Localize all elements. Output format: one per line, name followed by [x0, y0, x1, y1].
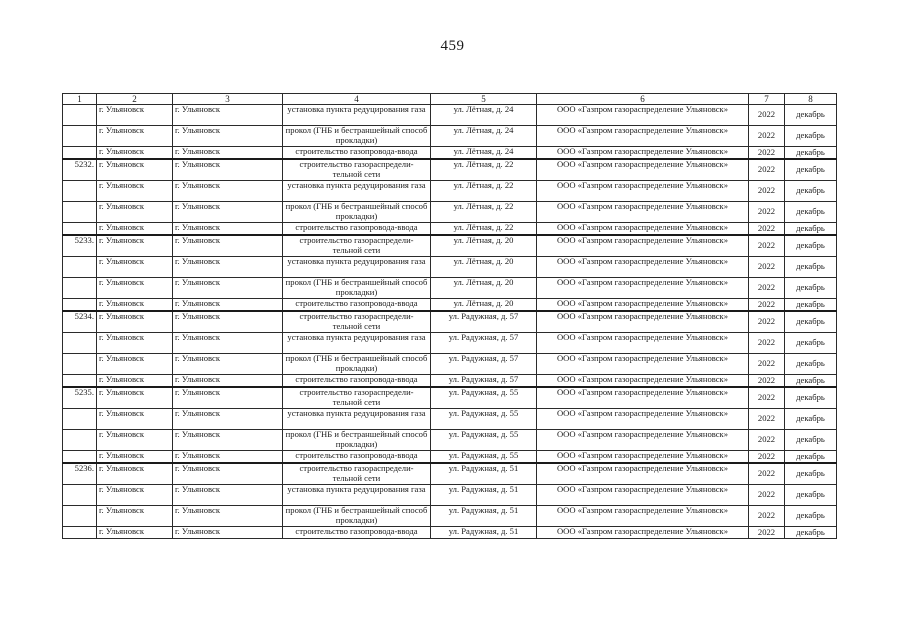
month-cell: декабрь	[785, 463, 837, 485]
organization-cell: ООО «Газпром газораспределение Ульяновск»	[537, 299, 749, 312]
organization-cell: ООО «Газпром газораспределение Ульяновск»	[537, 105, 749, 126]
entry-number	[63, 299, 97, 312]
work-type-cell: установка пункта редуцирования газа	[283, 485, 431, 506]
organization-cell: ООО «Газпром газораспределение Ульяновск»	[537, 506, 749, 527]
municipality-cell: г. Ульяновск	[97, 451, 173, 464]
work-type-cell: установка пункта редуцирования газа	[283, 181, 431, 202]
address-cell: ул. Радужная, д. 55	[431, 409, 537, 430]
municipality-cell: г. Ульяновск	[97, 387, 173, 409]
year-cell: 2022	[749, 409, 785, 430]
municipality-cell: г. Ульяновск	[97, 181, 173, 202]
year-cell: 2022	[749, 430, 785, 451]
table-row	[63, 311, 837, 333]
year-cell: 2022	[749, 223, 785, 236]
address-cell: ул. Лётная, д. 22	[431, 181, 537, 202]
settlement-cell: г. Ульяновск	[173, 223, 283, 236]
table-row	[63, 387, 837, 409]
settlement-cell: г. Ульяновск	[173, 278, 283, 299]
address-cell: ул. Лётная, д. 20	[431, 257, 537, 278]
address-cell: ул. Радужная, д. 57	[431, 311, 537, 333]
settlement-cell: г. Ульяновск	[173, 311, 283, 333]
organization-cell: ООО «Газпром газораспределение Ульяновск»	[537, 278, 749, 299]
organization-cell: ООО «Газпром газораспределение Ульяновск»	[537, 527, 749, 539]
address-cell: ул. Лётная, д. 20	[431, 235, 537, 257]
municipality-cell: г. Ульяновск	[97, 354, 173, 375]
column-header: 5	[431, 94, 537, 105]
year-cell: 2022	[749, 311, 785, 333]
municipality-cell: г. Ульяновск	[97, 159, 173, 181]
work-type-cell: строительство газораспредели-тельной сети	[283, 387, 431, 409]
month-cell: декабрь	[785, 311, 837, 333]
municipality-cell: г. Ульяновск	[97, 202, 173, 223]
organization-cell: ООО «Газпром газораспределение Ульяновск»	[537, 159, 749, 181]
entry-number	[63, 506, 97, 527]
month-cell: декабрь	[785, 223, 837, 236]
column-header: 4	[283, 94, 431, 105]
year-cell: 2022	[749, 299, 785, 312]
work-type-cell: строительство газораспредели-тельной сети	[283, 159, 431, 181]
work-type-cell: установка пункта редуцирования газа	[283, 105, 431, 126]
address-cell: ул. Радужная, д. 57	[431, 354, 537, 375]
organization-cell: ООО «Газпром газораспределение Ульяновск»	[537, 485, 749, 506]
entry-number	[63, 147, 97, 160]
year-cell: 2022	[749, 257, 785, 278]
column-header: 8	[785, 94, 837, 105]
year-cell: 2022	[749, 147, 785, 160]
organization-cell: ООО «Газпром газораспределение Ульяновск»	[537, 181, 749, 202]
work-type-cell: строительство газопровода-ввода	[283, 527, 431, 539]
municipality-cell: г. Ульяновск	[97, 375, 173, 388]
entry-number	[63, 202, 97, 223]
month-cell: декабрь	[785, 430, 837, 451]
column-header: 6	[537, 94, 749, 105]
column-number-row	[63, 94, 837, 105]
municipality-cell: г. Ульяновск	[97, 333, 173, 354]
organization-cell: ООО «Газпром газораспределение Ульяновск»	[537, 311, 749, 333]
entry-number: 5232.	[63, 159, 97, 181]
year-cell: 2022	[749, 485, 785, 506]
entry-number	[63, 430, 97, 451]
municipality-cell: г. Ульяновск	[97, 409, 173, 430]
year-cell: 2022	[749, 105, 785, 126]
year-cell: 2022	[749, 126, 785, 147]
entry-number	[63, 181, 97, 202]
table-row	[63, 202, 837, 223]
work-type-cell: строительство газораспредели-тельной сети	[283, 463, 431, 485]
municipality-cell: г. Ульяновск	[97, 105, 173, 126]
settlement-cell: г. Ульяновск	[173, 430, 283, 451]
municipality-cell: г. Ульяновск	[97, 126, 173, 147]
year-cell: 2022	[749, 527, 785, 539]
month-cell: декабрь	[785, 409, 837, 430]
entry-number	[63, 451, 97, 464]
organization-cell: ООО «Газпром газораспределение Ульяновск»	[537, 202, 749, 223]
work-type-cell: прокол (ГНБ и бестраншейный способ прокладки)	[283, 430, 431, 451]
work-type-cell: строительство газопровода-ввода	[283, 299, 431, 312]
entry-number	[63, 527, 97, 539]
entry-number	[63, 257, 97, 278]
month-cell: декабрь	[785, 126, 837, 147]
month-cell: декабрь	[785, 202, 837, 223]
municipality-cell: г. Ульяновск	[97, 299, 173, 312]
address-cell: ул. Радужная, д. 57	[431, 333, 537, 354]
address-cell: ул. Лётная, д. 22	[431, 223, 537, 236]
work-type-cell: строительство газопровода-ввода	[283, 223, 431, 236]
entry-number	[63, 105, 97, 126]
table-row	[63, 333, 837, 354]
settlement-cell: г. Ульяновск	[173, 235, 283, 257]
table-row	[63, 463, 837, 485]
entry-number	[63, 223, 97, 236]
address-cell: ул. Лётная, д. 20	[431, 299, 537, 312]
column-header: 3	[173, 94, 283, 105]
column-header: 2	[97, 94, 173, 105]
entry-number: 5233.	[63, 235, 97, 257]
table-row	[63, 430, 837, 451]
work-type-cell: установка пункта редуцирования газа	[283, 257, 431, 278]
entry-number	[63, 126, 97, 147]
organization-cell: ООО «Газпром газораспределение Ульяновск»	[537, 235, 749, 257]
organization-cell: ООО «Газпром газораспределение Ульяновск»	[537, 451, 749, 464]
year-cell: 2022	[749, 159, 785, 181]
entry-number	[63, 375, 97, 388]
settlement-cell: г. Ульяновск	[173, 387, 283, 409]
month-cell: декабрь	[785, 147, 837, 160]
year-cell: 2022	[749, 451, 785, 464]
settlement-cell: г. Ульяновск	[173, 506, 283, 527]
month-cell: декабрь	[785, 387, 837, 409]
settlement-cell: г. Ульяновск	[173, 105, 283, 126]
organization-cell: ООО «Газпром газораспределение Ульяновск»	[537, 223, 749, 236]
entry-number	[63, 354, 97, 375]
settlement-cell: г. Ульяновск	[173, 159, 283, 181]
table-row	[63, 105, 837, 126]
table-row	[63, 527, 837, 539]
month-cell: декабрь	[785, 333, 837, 354]
address-cell: ул. Радужная, д. 51	[431, 527, 537, 539]
month-cell: декабрь	[785, 354, 837, 375]
municipality-cell: г. Ульяновск	[97, 485, 173, 506]
table-row	[63, 375, 837, 388]
settlement-cell: г. Ульяновск	[173, 299, 283, 312]
address-cell: ул. Лётная, д. 24	[431, 126, 537, 147]
settlement-cell: г. Ульяновск	[173, 126, 283, 147]
municipality-cell: г. Ульяновск	[97, 311, 173, 333]
month-cell: декабрь	[785, 278, 837, 299]
municipality-cell: г. Ульяновск	[97, 235, 173, 257]
entry-number: 5235.	[63, 387, 97, 409]
municipality-cell: г. Ульяновск	[97, 506, 173, 527]
address-cell: ул. Радужная, д. 51	[431, 485, 537, 506]
year-cell: 2022	[749, 181, 785, 202]
month-cell: декабрь	[785, 485, 837, 506]
table-row	[63, 278, 837, 299]
address-cell: ул. Радужная, д. 51	[431, 463, 537, 485]
year-cell: 2022	[749, 387, 785, 409]
table-row	[63, 409, 837, 430]
table-row	[63, 354, 837, 375]
organization-cell: ООО «Газпром газораспределение Ульяновск»	[537, 147, 749, 160]
settlement-cell: г. Ульяновск	[173, 147, 283, 160]
municipality-cell: г. Ульяновск	[97, 527, 173, 539]
municipality-cell: г. Ульяновск	[97, 463, 173, 485]
month-cell: декабрь	[785, 527, 837, 539]
month-cell: декабрь	[785, 181, 837, 202]
table-row	[63, 159, 837, 181]
municipality-cell: г. Ульяновск	[97, 430, 173, 451]
register-body	[63, 105, 837, 539]
entry-number	[63, 278, 97, 299]
table-row	[63, 223, 837, 236]
month-cell: декабрь	[785, 105, 837, 126]
month-cell: декабрь	[785, 506, 837, 527]
table-row	[63, 485, 837, 506]
year-cell: 2022	[749, 463, 785, 485]
settlement-cell: г. Ульяновск	[173, 181, 283, 202]
entry-number	[63, 409, 97, 430]
settlement-cell: г. Ульяновск	[173, 354, 283, 375]
column-header: 7	[749, 94, 785, 105]
work-type-cell: строительство газораспредели-тельной сети	[283, 311, 431, 333]
settlement-cell: г. Ульяновск	[173, 202, 283, 223]
municipality-cell: г. Ульяновск	[97, 223, 173, 236]
entry-number	[63, 485, 97, 506]
address-cell: ул. Лётная, д. 20	[431, 278, 537, 299]
address-cell: ул. Радужная, д. 55	[431, 430, 537, 451]
table-row	[63, 299, 837, 312]
municipality-cell: г. Ульяновск	[97, 278, 173, 299]
table-row	[63, 126, 837, 147]
month-cell: декабрь	[785, 375, 837, 388]
work-type-cell: прокол (ГНБ и бестраншейный способ прокладки)	[283, 126, 431, 147]
organization-cell: ООО «Газпром газораспределение Ульяновск»	[537, 409, 749, 430]
address-cell: ул. Лётная, д. 24	[431, 105, 537, 126]
municipality-cell: г. Ульяновск	[97, 257, 173, 278]
entry-number	[63, 333, 97, 354]
work-type-cell: установка пункта редуцирования газа	[283, 333, 431, 354]
month-cell: декабрь	[785, 257, 837, 278]
organization-cell: ООО «Газпром газораспределение Ульяновск»	[537, 375, 749, 388]
address-cell: ул. Радужная, д. 55	[431, 387, 537, 409]
address-cell: ул. Лётная, д. 22	[431, 202, 537, 223]
settlement-cell: г. Ульяновск	[173, 375, 283, 388]
table-row	[63, 506, 837, 527]
work-type-cell: строительство газопровода-ввода	[283, 451, 431, 464]
entry-number: 5234.	[63, 311, 97, 333]
municipality-cell: г. Ульяновск	[97, 147, 173, 160]
address-cell: ул. Лётная, д. 22	[431, 159, 537, 181]
settlement-cell: г. Ульяновск	[173, 257, 283, 278]
work-type-cell: строительство газораспредели-тельной сети	[283, 235, 431, 257]
year-cell: 2022	[749, 278, 785, 299]
year-cell: 2022	[749, 333, 785, 354]
address-cell: ул. Лётная, д. 24	[431, 147, 537, 160]
work-type-cell: прокол (ГНБ и бестраншейный способ прокладки)	[283, 354, 431, 375]
entry-number: 5236.	[63, 463, 97, 485]
table-row	[63, 235, 837, 257]
table-row	[63, 147, 837, 160]
organization-cell: ООО «Газпром газораспределение Ульяновск»	[537, 463, 749, 485]
address-cell: ул. Радужная, д. 55	[431, 451, 537, 464]
work-type-cell: установка пункта редуцирования газа	[283, 409, 431, 430]
column-header: 1	[63, 94, 97, 105]
settlement-cell: г. Ульяновск	[173, 527, 283, 539]
year-cell: 2022	[749, 235, 785, 257]
organization-cell: ООО «Газпром газораспределение Ульяновск»	[537, 126, 749, 147]
year-cell: 2022	[749, 202, 785, 223]
organization-cell: ООО «Газпром газораспределение Ульяновск»	[537, 430, 749, 451]
page-number: 459	[440, 38, 465, 54]
settlement-cell: г. Ульяновск	[173, 451, 283, 464]
year-cell: 2022	[749, 506, 785, 527]
organization-cell: ООО «Газпром газораспределение Ульяновск»	[537, 333, 749, 354]
work-type-cell: прокол (ГНБ и бестраншейный способ прокладки)	[283, 506, 431, 527]
year-cell: 2022	[749, 375, 785, 388]
table-row	[63, 451, 837, 464]
month-cell: декабрь	[785, 159, 837, 181]
address-cell: ул. Радужная, д. 57	[431, 375, 537, 388]
month-cell: декабрь	[785, 235, 837, 257]
settlement-cell: г. Ульяновск	[173, 409, 283, 430]
settlement-cell: г. Ульяновск	[173, 463, 283, 485]
table-row	[63, 181, 837, 202]
table-row	[63, 257, 837, 278]
organization-cell: ООО «Газпром газораспределение Ульяновск»	[537, 387, 749, 409]
register-table	[62, 93, 837, 539]
work-type-cell: строительство газопровода-ввода	[283, 375, 431, 388]
month-cell: декабрь	[785, 451, 837, 464]
organization-cell: ООО «Газпром газораспределение Ульяновск»	[537, 354, 749, 375]
address-cell: ул. Радужная, д. 51	[431, 506, 537, 527]
settlement-cell: г. Ульяновск	[173, 485, 283, 506]
work-type-cell: прокол (ГНБ и бестраншейный способ прокладки)	[283, 278, 431, 299]
settlement-cell: г. Ульяновск	[173, 333, 283, 354]
organization-cell: ООО «Газпром газораспределение Ульяновск»	[537, 257, 749, 278]
month-cell: декабрь	[785, 299, 837, 312]
year-cell: 2022	[749, 354, 785, 375]
work-type-cell: прокол (ГНБ и бестраншейный способ прокладки)	[283, 202, 431, 223]
work-type-cell: строительство газопровода-ввода	[283, 147, 431, 160]
